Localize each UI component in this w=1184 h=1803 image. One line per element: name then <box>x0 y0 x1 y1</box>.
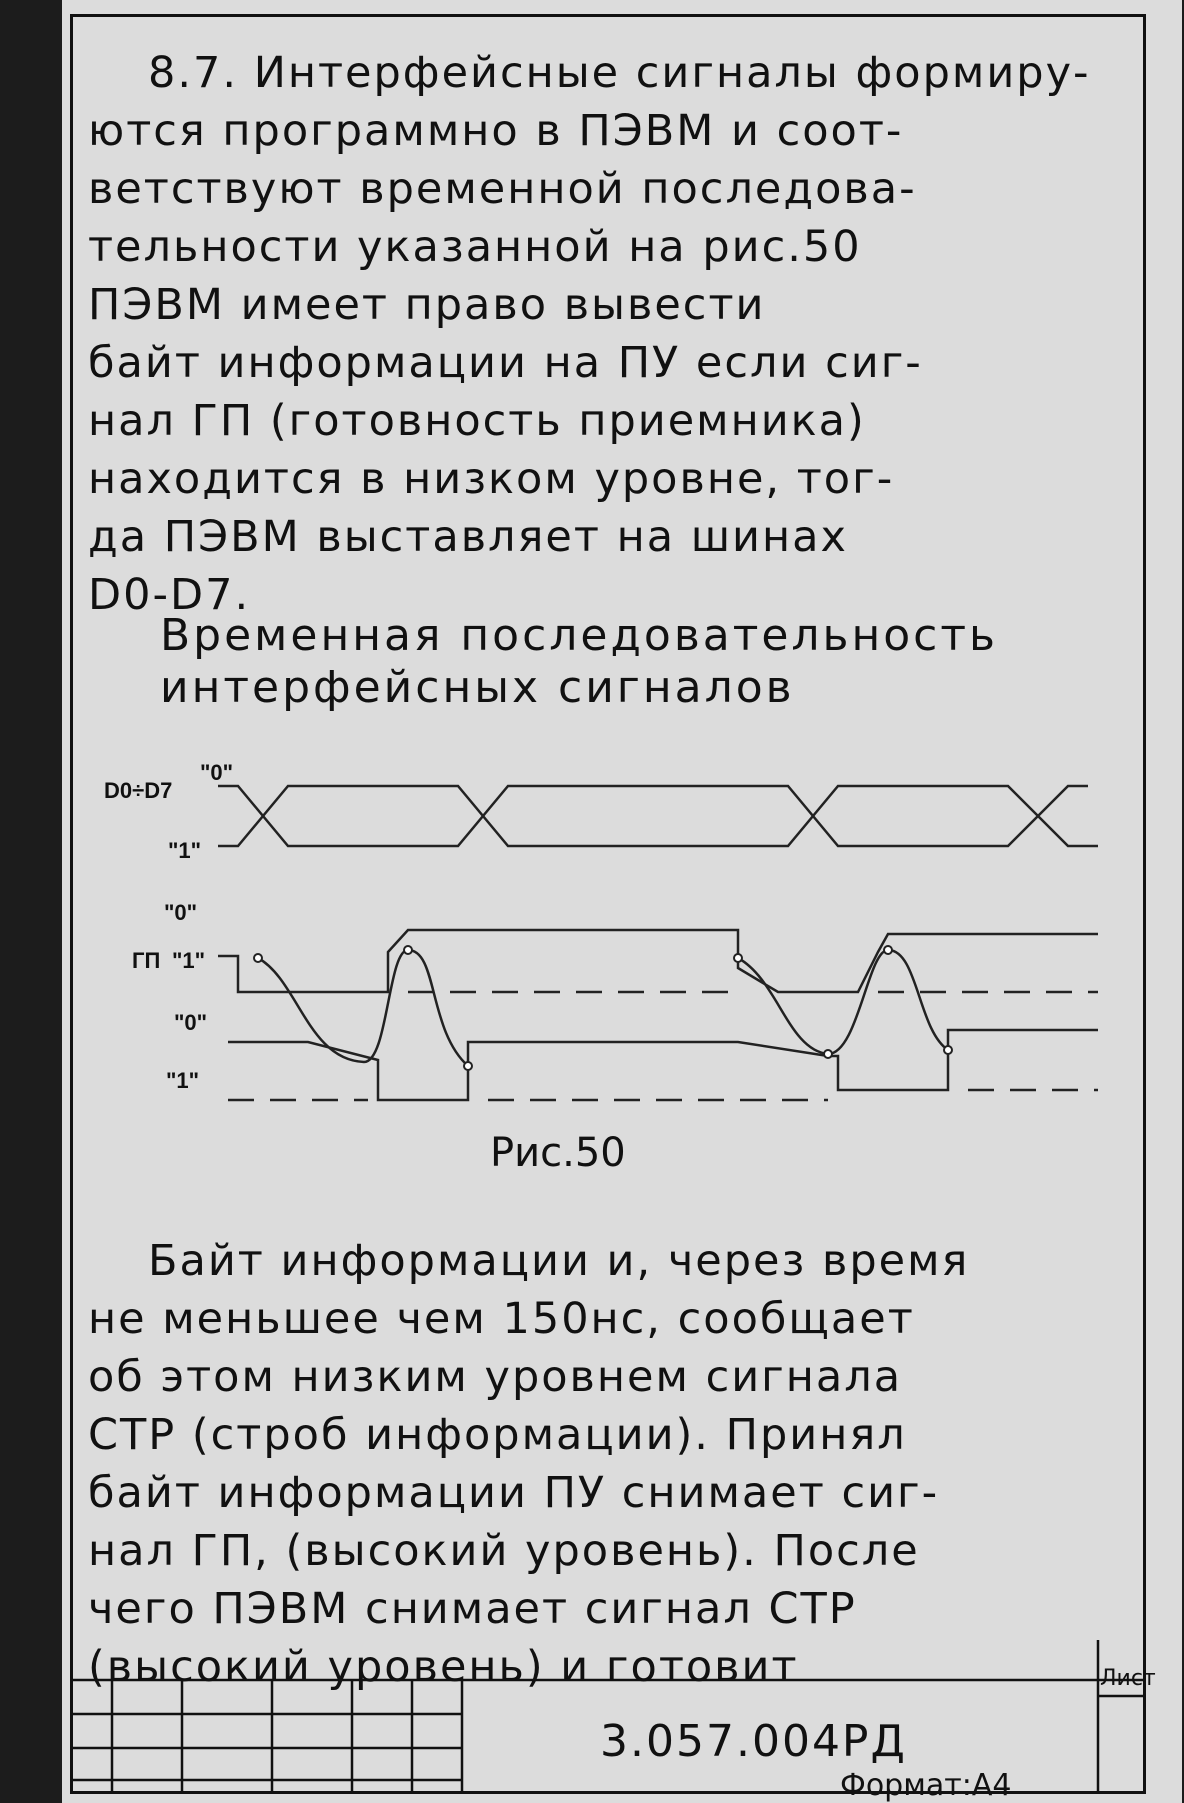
gp-signal-line <box>218 930 1098 992</box>
event-marker <box>734 954 742 962</box>
handshake-arrow-curve <box>738 950 948 1054</box>
sheet-label: Лист <box>1100 1666 1156 1691</box>
gp-label: ГП <box>132 948 161 973</box>
gp-level-1-label: "1" <box>172 948 206 973</box>
str-signal-line <box>228 1030 1098 1100</box>
text-line: ветствуют временной последова- <box>88 164 917 214</box>
text-line: тельности указанной на рис.50 <box>88 222 862 272</box>
text-line: СТР (строб информации). Принял <box>88 1410 907 1460</box>
text-line: Байт информации и, через время <box>148 1236 970 1286</box>
text-line: не меньшее чем 150нс, сообщает <box>88 1294 915 1344</box>
text-line: байт информации на ПУ если сиг- <box>88 338 923 388</box>
paragraph-1 <box>88 44 1128 624</box>
data-bus-label: D0÷D7 <box>104 778 173 803</box>
text-line: находится в низком уровне, тог- <box>88 454 895 504</box>
str-level-0-label: "0" <box>174 1010 208 1035</box>
data-bus-line <box>218 786 1088 846</box>
paragraph-2 <box>88 1232 1128 1696</box>
handshake-arrow-curve <box>258 950 468 1066</box>
text-line: 8.7. Интерфейсные сигналы формиру- <box>148 48 1091 98</box>
event-marker <box>884 946 892 954</box>
figure-caption: Рис.50 <box>490 1130 626 1176</box>
text-line: байт информации ПУ снимает сиг- <box>88 1468 940 1518</box>
event-marker <box>464 1062 472 1070</box>
str-dashed-line <box>228 1090 1098 1100</box>
document-number: 3.057.004РД <box>600 1716 907 1767</box>
str-level-1-label: "1" <box>166 1068 200 1093</box>
text-line: нал ГП (готовность приемника) <box>88 396 866 446</box>
text-line: D0-D7. <box>88 570 251 620</box>
timing-diagram <box>88 740 1148 1140</box>
text-line: ПЭВМ имеет право вывести <box>88 280 766 330</box>
text-line: об этом низким уровнем сигнала <box>88 1352 903 1402</box>
text-line: чего ПЭВМ снимает сигнал СТР <box>88 1584 857 1634</box>
paper-format: Формат:А4 <box>840 1768 1012 1803</box>
title-line: интерфейсных сигналов <box>160 662 795 713</box>
event-marker <box>824 1050 832 1058</box>
data-level-1-label: "1" <box>168 838 202 863</box>
data-bus-line <box>218 786 1098 846</box>
event-marker <box>404 946 412 954</box>
event-marker <box>944 1046 952 1054</box>
gp-level-0-label: "0" <box>164 900 198 925</box>
text-line: нал ГП, (высокий уровень). После <box>88 1526 920 1576</box>
data-level-0-label: "0" <box>200 760 234 785</box>
diagram-title <box>160 610 1120 714</box>
event-marker <box>254 954 262 962</box>
text-line: ются программно в ПЭВМ и соот- <box>88 106 904 156</box>
title-line: Временная последовательность <box>160 610 998 661</box>
text-line: (высокий уровень) и готовит <box>88 1642 799 1692</box>
text-line: да ПЭВМ выставляет на шинах <box>88 512 848 562</box>
